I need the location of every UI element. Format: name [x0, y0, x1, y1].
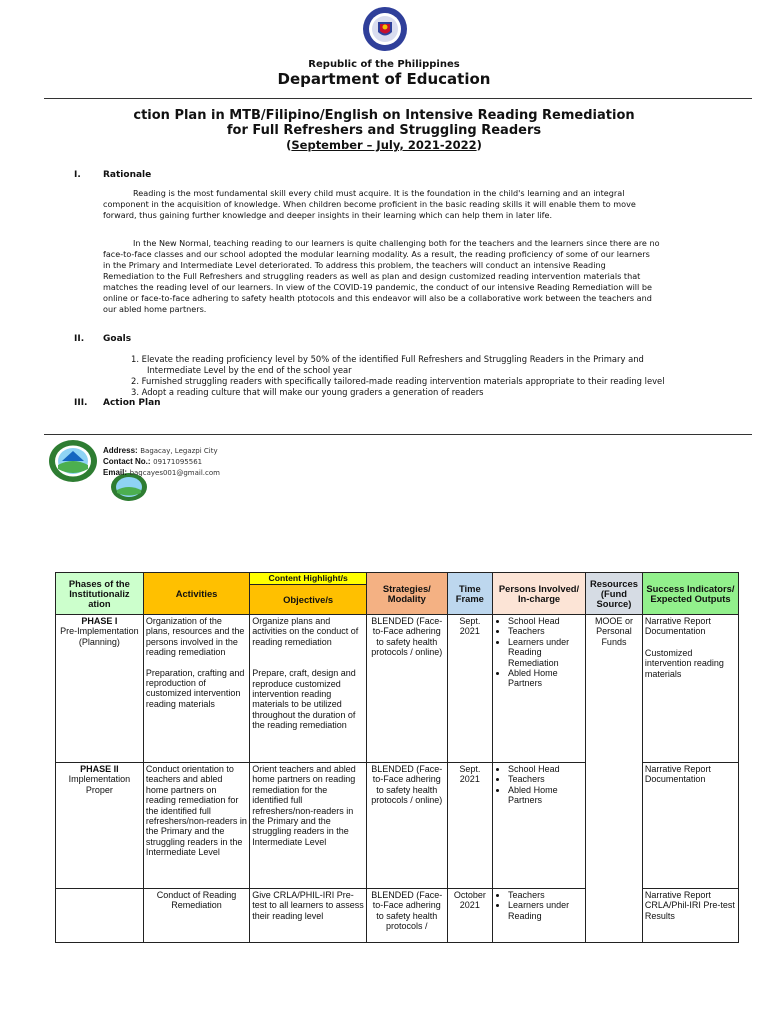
time-cell: Sept. 2021 — [447, 763, 492, 889]
objectives-cell: Give CRLA/PHIL-IRI Pre-test to all learners to assess their reading level — [250, 889, 367, 943]
table-row — [56, 615, 739, 763]
school-logo — [48, 439, 98, 483]
resources-cell: MOOE or Personal Funds — [586, 615, 643, 943]
header-resources: Resources (Fund Source) — [586, 573, 643, 615]
header-success: Success Indicators/ Expected Outputs — [642, 573, 738, 615]
plan-title-line2: for Full Refreshers and Struggling Readers — [226, 123, 542, 138]
phase-cell: PHASE II Implementation Proper — [56, 763, 144, 889]
deped-seal-logo — [362, 6, 408, 52]
footer-divider — [44, 434, 752, 435]
persons-cell: • School Head • Teachers • Learners under Reading Remediation • Abled Home Partners — [493, 615, 586, 763]
action-plan-heading: Action Plan — [103, 398, 161, 408]
time-cell: October 2021 — [447, 889, 492, 943]
success-cell: Narrative Report Documentation Customized intervention reading materials — [642, 615, 738, 763]
header-time-frame: Time Frame — [447, 573, 492, 615]
rationale-paragraph-1: Reading is the most fundamental skill every child must acquire. It is the foundation in the child's learning and an integral component in the acquisition of knowledge. When children become proficient in the basic reading skills it will enable them to move forward, thus gaining further knowledge and deeper insights in their learning which can help them in later life. — [103, 188, 636, 220]
success-cell: Narrative Report CRLA/Phil-IRI Pre-test Results — [642, 889, 738, 943]
strategy-cell: BLENDED (Face-to-Face adhering to safety health protocols / online) — [367, 615, 448, 763]
persons-cell: • School Head • Teachers • Abled Home Partners — [493, 763, 586, 889]
header-activities: Activities — [143, 573, 249, 615]
activities-cell: Conduct orientation to teachers and abled home partners on reading remediation for the identified full refreshers/non-readers in the Primary and the struggling readers in the Intermediate Level — [143, 763, 249, 889]
address-line: Address: Bagacay, Legazpi City — [103, 446, 218, 455]
plan-title-line1: ction Plan in MTB/Filipino/English on Intensive Reading Remediation — [133, 108, 635, 123]
activities-cell: Conduct of Reading Remediation — [143, 889, 249, 943]
rationale-number: I. — [74, 170, 81, 180]
header-phases: Phases of the Institutionaliz ation — [56, 573, 144, 615]
goal-item-1: 1. Elevate the reading proficiency level by 50% of the identified Full Refreshers and Struggling Readers in the Primary and Intermediate Level by the end of the school year — [131, 354, 644, 375]
header-strategies: Strategies/ Modality — [367, 573, 448, 615]
contact-line: Contact No.: 09171095561 — [103, 457, 203, 466]
header-persons: Persons Involved/ In-charge — [493, 573, 586, 615]
phase-cell — [56, 889, 144, 943]
objectives-cell: Organize plans and activities on the conduct of reading remediation Prepare, craft, design and reproduce customized intervention reading materials to be utilized throughout the duration of the reading remediation — [250, 615, 367, 763]
goals-heading: Goals — [103, 334, 132, 344]
header-divider — [44, 98, 752, 99]
goals-number: II. — [74, 334, 85, 344]
activities-cell: Organization of the plans, resources and the persons involved in the reading remediation Preparation, crafting and reproduction of customized intervention reading materials — [143, 615, 249, 763]
header-objectives: Objective/s — [250, 585, 367, 615]
department-title: Department of Education — [277, 70, 491, 88]
republic-label: Republic of the Philippines — [308, 59, 460, 70]
action-plan-table — [55, 572, 739, 943]
phase-cell: PHASE I Pre-Implementation (Planning) — [56, 615, 144, 763]
goal-item-3: 3. Adopt a reading culture that will make our young graders a generation of readers — [131, 387, 484, 397]
email-line: Email: bagcayes001@gmail.com — [103, 468, 220, 477]
success-cell: Narrative Report Documentation — [642, 763, 738, 889]
action-plan-number: III. — [74, 398, 88, 408]
header-content-highlight: Content Highlight/s — [250, 573, 367, 585]
rationale-paragraph-2: In the New Normal, teaching reading to our learners is quite challenging both for the teachers and the learners since there are no face-to-face classes and our school adopted the modular learning modality. As a result, the reading proficiency of some of our learners in the Primary and Intermediate Level deteriorated. To address this problem, the teachers will conduct an intensive Reading Remediation to the Full Refreshers and struggling readers as well as plan and design customized reading intervention materials that matches the reading level of our learners. In view of the COVID-19 pandemic, the conduct of our intensive Reading Remediation will be online or face-to-face adhering to safety health ptotocols and this endeavor will also be a collaborative work between the teachers and our abled home partners. — [103, 238, 660, 314]
goal-item-2: 2. Furnished struggling readers with specifically tailored-made reading intervention materials appropriate to their reading level — [131, 376, 665, 386]
persons-cell: • Teachers • Learners under Reading — [493, 889, 586, 943]
plan-period: (September – July, 2021-2022) — [286, 138, 482, 152]
strategy-cell: BLENDED (Face-to-Face adhering to safety health protocols / online) — [367, 763, 448, 889]
rationale-heading: Rationale — [103, 170, 152, 180]
time-cell: Sept. 2021 — [447, 615, 492, 763]
strategy-cell: BLENDED (Face-to-Face adhering to safety health protocols / — [367, 889, 448, 943]
objectives-cell: Orient teachers and abled home partners on reading remediation for the identified full refreshers/non-readers in the Primary and the struggling readers in the Intermediate Level — [250, 763, 367, 889]
